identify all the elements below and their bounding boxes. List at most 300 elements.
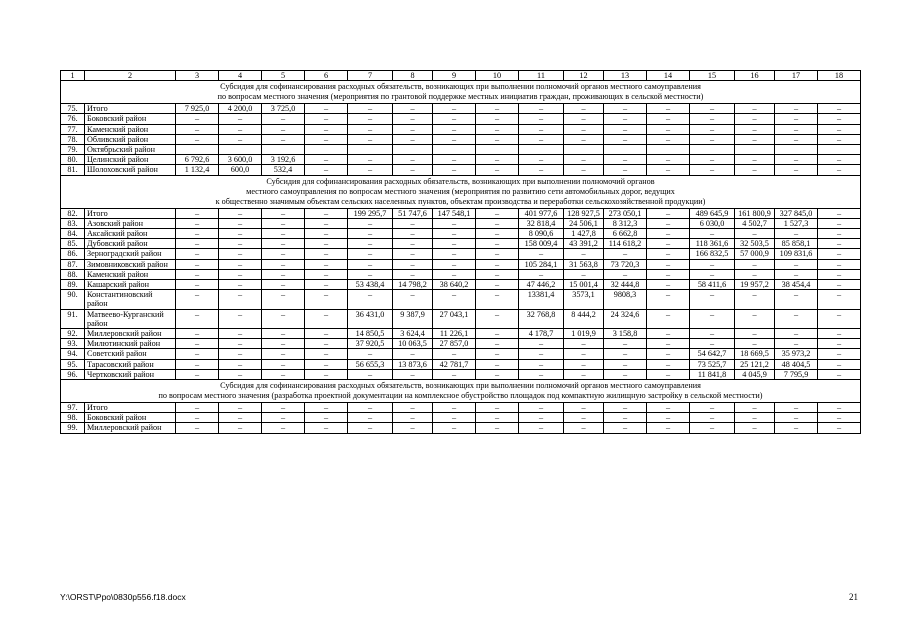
district-name: Шолоховский район bbox=[85, 165, 176, 175]
value-cell: 158 009,4 bbox=[519, 239, 564, 249]
value-cell: 4 502,7 bbox=[735, 218, 775, 228]
value-cell: – bbox=[564, 134, 604, 144]
value-cell bbox=[564, 145, 604, 155]
value-cell: – bbox=[775, 134, 818, 144]
value-cell: – bbox=[604, 423, 647, 433]
value-cell: – bbox=[690, 423, 735, 433]
value-cell: – bbox=[690, 290, 735, 309]
value-cell: – bbox=[393, 413, 433, 423]
value-cell: – bbox=[219, 259, 262, 269]
row-number: 94. bbox=[61, 349, 85, 359]
table-row bbox=[61, 403, 861, 413]
value-cell: – bbox=[219, 339, 262, 349]
value-cell: – bbox=[305, 290, 348, 309]
value-cell: 600,0 bbox=[219, 165, 262, 175]
value-cell: – bbox=[176, 249, 219, 259]
value-cell: – bbox=[735, 329, 775, 339]
value-cell: – bbox=[775, 124, 818, 134]
value-cell: – bbox=[262, 339, 305, 349]
value-cell: – bbox=[305, 155, 348, 165]
value-cell: – bbox=[818, 229, 861, 239]
value-cell: 4 178,7 bbox=[519, 329, 564, 339]
row-number: 91. bbox=[61, 309, 85, 328]
value-cell: – bbox=[262, 290, 305, 309]
value-cell: – bbox=[348, 229, 393, 239]
value-cell: – bbox=[262, 208, 305, 218]
value-cell: – bbox=[647, 218, 690, 228]
value-cell: – bbox=[393, 290, 433, 309]
value-cell: 15 001,4 bbox=[564, 280, 604, 290]
table-row bbox=[61, 369, 861, 379]
value-cell: 10 063,5 bbox=[393, 339, 433, 349]
district-name: Миллеровский район bbox=[85, 329, 176, 339]
value-cell: – bbox=[262, 369, 305, 379]
value-cell bbox=[818, 145, 861, 155]
value-cell: – bbox=[393, 124, 433, 134]
value-cell: – bbox=[176, 134, 219, 144]
value-cell: – bbox=[564, 124, 604, 134]
value-cell: – bbox=[690, 413, 735, 423]
value-cell: 14 798,2 bbox=[393, 280, 433, 290]
value-cell: – bbox=[476, 114, 519, 124]
value-cell: – bbox=[519, 359, 564, 369]
value-cell bbox=[262, 145, 305, 155]
value-cell: – bbox=[476, 249, 519, 259]
value-cell: – bbox=[735, 229, 775, 239]
table-row bbox=[61, 218, 861, 228]
value-cell: – bbox=[433, 290, 476, 309]
district-name: Кашарский район bbox=[85, 280, 176, 290]
value-cell bbox=[176, 145, 219, 155]
value-cell: – bbox=[564, 269, 604, 279]
value-cell: – bbox=[604, 413, 647, 423]
value-cell: – bbox=[519, 403, 564, 413]
value-cell: 13 873,6 bbox=[393, 359, 433, 369]
value-cell: – bbox=[476, 413, 519, 423]
value-cell: – bbox=[775, 114, 818, 124]
table-row bbox=[61, 423, 861, 433]
value-cell: – bbox=[775, 339, 818, 349]
row-number: 86. bbox=[61, 249, 85, 259]
section-title-line: местного самоуправления по вопросам местного значения (мероприятия по развитию сети автомобильных дорог, ведущих bbox=[246, 186, 675, 196]
value-cell: – bbox=[433, 269, 476, 279]
value-cell: – bbox=[262, 423, 305, 433]
value-cell: – bbox=[348, 239, 393, 249]
value-cell: 4 045,9 bbox=[735, 369, 775, 379]
value-cell: – bbox=[647, 339, 690, 349]
value-cell: – bbox=[393, 259, 433, 269]
value-cell: – bbox=[476, 239, 519, 249]
value-cell: – bbox=[433, 124, 476, 134]
value-cell: – bbox=[818, 134, 861, 144]
row-number: 99. bbox=[61, 423, 85, 433]
row-number: 97. bbox=[61, 403, 85, 413]
value-cell: – bbox=[735, 339, 775, 349]
district-name: Октябрьский район bbox=[85, 145, 176, 155]
table-row bbox=[61, 249, 861, 259]
footer-file-path: Y:\ORST\Ppo\0830p556.f18.docx bbox=[60, 592, 186, 602]
value-cell: – bbox=[393, 114, 433, 124]
header-row bbox=[61, 71, 861, 81]
value-cell: – bbox=[176, 280, 219, 290]
value-cell: 37 920,5 bbox=[348, 339, 393, 349]
table-row bbox=[61, 359, 861, 369]
value-cell: – bbox=[519, 155, 564, 165]
value-cell: – bbox=[393, 104, 433, 114]
value-cell: – bbox=[564, 249, 604, 259]
value-cell: – bbox=[262, 280, 305, 290]
column-number-header: 13 bbox=[604, 71, 647, 81]
district-name: Аксайский район bbox=[85, 229, 176, 239]
value-cell: 489 645,9 bbox=[690, 208, 735, 218]
table-row bbox=[61, 329, 861, 339]
value-cell: – bbox=[476, 208, 519, 218]
value-cell: – bbox=[393, 369, 433, 379]
value-cell: 51 747,6 bbox=[393, 208, 433, 218]
value-cell: – bbox=[176, 359, 219, 369]
value-cell: – bbox=[818, 309, 861, 328]
value-cell: – bbox=[604, 349, 647, 359]
value-cell: – bbox=[305, 229, 348, 239]
value-cell: – bbox=[647, 403, 690, 413]
value-cell: – bbox=[476, 290, 519, 309]
value-cell: – bbox=[775, 155, 818, 165]
value-cell: – bbox=[604, 403, 647, 413]
value-cell: – bbox=[647, 359, 690, 369]
value-cell: – bbox=[348, 165, 393, 175]
row-number: 83. bbox=[61, 218, 85, 228]
value-cell: – bbox=[735, 413, 775, 423]
value-cell: 532,4 bbox=[262, 165, 305, 175]
value-cell: – bbox=[690, 403, 735, 413]
section-title-line: Субсидия для софинансирования расходных обязательств, возникающих при выполнении полномочий органов bbox=[266, 176, 655, 186]
value-cell: – bbox=[305, 218, 348, 228]
value-cell: – bbox=[219, 269, 262, 279]
table-row bbox=[61, 280, 861, 290]
value-cell: – bbox=[219, 134, 262, 144]
value-cell: – bbox=[519, 134, 564, 144]
value-cell: – bbox=[775, 329, 818, 339]
value-cell: – bbox=[604, 134, 647, 144]
value-cell: – bbox=[433, 413, 476, 423]
value-cell: 73 720,3 bbox=[604, 259, 647, 269]
value-cell: 42 781,7 bbox=[433, 359, 476, 369]
value-cell: – bbox=[735, 423, 775, 433]
value-cell: – bbox=[818, 259, 861, 269]
value-cell: – bbox=[476, 155, 519, 165]
value-cell: 6 792,6 bbox=[176, 155, 219, 165]
value-cell bbox=[519, 145, 564, 155]
value-cell: – bbox=[519, 349, 564, 359]
value-cell: 327 845,0 bbox=[775, 208, 818, 218]
value-cell: – bbox=[305, 413, 348, 423]
value-cell: 147 548,1 bbox=[433, 208, 476, 218]
value-cell: – bbox=[433, 369, 476, 379]
value-cell: – bbox=[647, 155, 690, 165]
section-title bbox=[61, 175, 861, 208]
row-number: 82. bbox=[61, 208, 85, 218]
value-cell: – bbox=[433, 229, 476, 239]
value-cell: – bbox=[262, 359, 305, 369]
value-cell: – bbox=[433, 259, 476, 269]
district-name: Константиновский район bbox=[85, 290, 176, 309]
value-cell: – bbox=[305, 280, 348, 290]
table-row bbox=[61, 413, 861, 423]
row-number: 77. bbox=[61, 124, 85, 134]
value-cell: – bbox=[818, 208, 861, 218]
value-cell: – bbox=[476, 403, 519, 413]
column-number-header: 18 bbox=[818, 71, 861, 81]
value-cell: – bbox=[647, 329, 690, 339]
value-cell: – bbox=[433, 114, 476, 124]
value-cell: – bbox=[393, 349, 433, 359]
value-cell: – bbox=[176, 423, 219, 433]
row-number: 95. bbox=[61, 359, 85, 369]
table-body bbox=[61, 71, 861, 434]
value-cell: – bbox=[775, 309, 818, 328]
value-cell: – bbox=[564, 155, 604, 165]
value-cell: – bbox=[690, 165, 735, 175]
value-cell: – bbox=[735, 403, 775, 413]
district-name: Итого bbox=[85, 403, 176, 413]
column-number-header: 11 bbox=[519, 71, 564, 81]
value-cell: – bbox=[433, 218, 476, 228]
value-cell: – bbox=[433, 155, 476, 165]
value-cell: – bbox=[305, 423, 348, 433]
value-cell: – bbox=[348, 269, 393, 279]
value-cell: – bbox=[564, 349, 604, 359]
value-cell: 85 858,1 bbox=[775, 239, 818, 249]
value-cell: – bbox=[775, 104, 818, 114]
column-number-header: 3 bbox=[176, 71, 219, 81]
value-cell: 9808,3 bbox=[604, 290, 647, 309]
value-cell: – bbox=[647, 349, 690, 359]
value-cell: 7 925,0 bbox=[176, 104, 219, 114]
table-row bbox=[61, 349, 861, 359]
value-cell: 114 618,2 bbox=[604, 239, 647, 249]
value-cell: – bbox=[564, 423, 604, 433]
value-cell: – bbox=[433, 134, 476, 144]
column-number-header: 17 bbox=[775, 71, 818, 81]
value-cell: – bbox=[219, 208, 262, 218]
value-cell: – bbox=[818, 165, 861, 175]
table-row bbox=[61, 339, 861, 349]
column-number-header: 12 bbox=[564, 71, 604, 81]
value-cell: – bbox=[647, 104, 690, 114]
value-cell: – bbox=[305, 134, 348, 144]
value-cell: 1 019,9 bbox=[564, 329, 604, 339]
table-row bbox=[61, 239, 861, 249]
value-cell bbox=[219, 145, 262, 155]
value-cell: – bbox=[176, 369, 219, 379]
value-cell: – bbox=[219, 309, 262, 328]
value-cell: – bbox=[393, 239, 433, 249]
value-cell: – bbox=[262, 239, 305, 249]
value-cell bbox=[476, 145, 519, 155]
value-cell: 32 503,5 bbox=[735, 239, 775, 249]
row-number: 76. bbox=[61, 114, 85, 124]
value-cell: 11 841,8 bbox=[690, 369, 735, 379]
row-number: 80. bbox=[61, 155, 85, 165]
value-cell: – bbox=[604, 165, 647, 175]
value-cell: – bbox=[176, 339, 219, 349]
value-cell: – bbox=[348, 423, 393, 433]
value-cell: – bbox=[262, 403, 305, 413]
value-cell: 38 454,4 bbox=[775, 280, 818, 290]
table-row bbox=[61, 309, 861, 328]
value-cell: – bbox=[818, 339, 861, 349]
value-cell: 32 444,8 bbox=[604, 280, 647, 290]
value-cell: 273 050,1 bbox=[604, 208, 647, 218]
row-number: 75. bbox=[61, 104, 85, 114]
value-cell: – bbox=[305, 114, 348, 124]
value-cell: – bbox=[647, 280, 690, 290]
value-cell: – bbox=[262, 249, 305, 259]
value-cell: – bbox=[564, 114, 604, 124]
value-cell: – bbox=[262, 134, 305, 144]
value-cell: – bbox=[818, 359, 861, 369]
table-row bbox=[61, 114, 861, 124]
value-cell: 38 640,2 bbox=[433, 280, 476, 290]
value-cell: 1 427,8 bbox=[564, 229, 604, 239]
value-cell: – bbox=[690, 104, 735, 114]
value-cell bbox=[393, 145, 433, 155]
value-cell: – bbox=[476, 423, 519, 433]
value-cell: – bbox=[476, 329, 519, 339]
value-cell: – bbox=[348, 403, 393, 413]
value-cell: – bbox=[647, 229, 690, 239]
value-cell: – bbox=[476, 269, 519, 279]
value-cell: – bbox=[818, 349, 861, 359]
value-cell: 3 624,4 bbox=[393, 329, 433, 339]
value-cell: – bbox=[604, 249, 647, 259]
value-cell: – bbox=[604, 269, 647, 279]
value-cell: – bbox=[305, 349, 348, 359]
value-cell: – bbox=[647, 239, 690, 249]
column-number-header: 16 bbox=[735, 71, 775, 81]
value-cell: – bbox=[305, 339, 348, 349]
value-cell: – bbox=[219, 369, 262, 379]
value-cell: – bbox=[818, 423, 861, 433]
column-number-header: 6 bbox=[305, 71, 348, 81]
row-number: 89. bbox=[61, 280, 85, 290]
column-number-header: 10 bbox=[476, 71, 519, 81]
value-cell: – bbox=[604, 114, 647, 124]
value-cell: – bbox=[818, 155, 861, 165]
section-title-line: к общественно значимым объектам сельских населенных пунктов, объектам производства и переработки сельскохозяйственной продукции) bbox=[215, 196, 706, 206]
value-cell: 27 857,0 bbox=[433, 339, 476, 349]
value-cell: – bbox=[176, 309, 219, 328]
value-cell: 3 600,0 bbox=[219, 155, 262, 165]
value-cell: – bbox=[690, 329, 735, 339]
value-cell: – bbox=[690, 134, 735, 144]
value-cell: 3573,1 bbox=[564, 290, 604, 309]
table-row bbox=[61, 134, 861, 144]
value-cell: – bbox=[818, 124, 861, 134]
district-name: Боковский район bbox=[85, 114, 176, 124]
value-cell: – bbox=[604, 339, 647, 349]
value-cell: 3 158,8 bbox=[604, 329, 647, 339]
value-cell: – bbox=[219, 359, 262, 369]
value-cell: 4 200,0 bbox=[219, 104, 262, 114]
value-cell: – bbox=[564, 369, 604, 379]
value-cell: – bbox=[219, 290, 262, 309]
district-name: Советский район bbox=[85, 349, 176, 359]
value-cell: 24 324,6 bbox=[604, 309, 647, 328]
value-cell: – bbox=[476, 259, 519, 269]
value-cell: – bbox=[348, 349, 393, 359]
value-cell: – bbox=[348, 249, 393, 259]
value-cell: – bbox=[519, 369, 564, 379]
value-cell: – bbox=[305, 329, 348, 339]
value-cell: – bbox=[818, 239, 861, 249]
value-cell: 6 030,0 bbox=[690, 218, 735, 228]
value-cell: – bbox=[519, 413, 564, 423]
value-cell: – bbox=[219, 413, 262, 423]
value-cell: – bbox=[305, 165, 348, 175]
section-title bbox=[61, 380, 861, 403]
column-number-header: 7 bbox=[348, 71, 393, 81]
value-cell: – bbox=[775, 403, 818, 413]
value-cell: – bbox=[262, 309, 305, 328]
value-cell: – bbox=[476, 165, 519, 175]
value-cell: – bbox=[564, 165, 604, 175]
value-cell: – bbox=[176, 269, 219, 279]
value-cell: – bbox=[604, 369, 647, 379]
value-cell: – bbox=[348, 134, 393, 144]
value-cell: 8 090,6 bbox=[519, 229, 564, 239]
value-cell bbox=[775, 145, 818, 155]
table-row bbox=[61, 145, 861, 155]
value-cell: – bbox=[433, 423, 476, 433]
value-cell: – bbox=[219, 124, 262, 134]
row-number: 96. bbox=[61, 369, 85, 379]
table-row bbox=[61, 155, 861, 165]
value-cell: – bbox=[348, 413, 393, 423]
section-title-line: по вопросам местного значения (мероприятия по грантовой поддержке местных инициатив граждан, проживающих в сельской местности) bbox=[217, 92, 704, 102]
value-cell: – bbox=[262, 229, 305, 239]
value-cell: – bbox=[519, 423, 564, 433]
subsidy-table bbox=[60, 70, 861, 434]
value-cell: – bbox=[348, 124, 393, 134]
value-cell: – bbox=[775, 423, 818, 433]
value-cell: – bbox=[690, 339, 735, 349]
value-cell: – bbox=[305, 269, 348, 279]
value-cell: – bbox=[476, 229, 519, 239]
value-cell: – bbox=[393, 134, 433, 144]
value-cell: 24 506,1 bbox=[564, 218, 604, 228]
table-row bbox=[61, 229, 861, 239]
section-title-row bbox=[61, 380, 861, 403]
value-cell: – bbox=[476, 339, 519, 349]
value-cell: – bbox=[735, 309, 775, 328]
value-cell: – bbox=[690, 269, 735, 279]
value-cell bbox=[348, 145, 393, 155]
value-cell: – bbox=[393, 155, 433, 165]
value-cell: – bbox=[519, 114, 564, 124]
value-cell: – bbox=[176, 208, 219, 218]
row-number: 78. bbox=[61, 134, 85, 144]
row-number: 92. bbox=[61, 329, 85, 339]
value-cell: – bbox=[647, 124, 690, 134]
row-number: 85. bbox=[61, 239, 85, 249]
value-cell: – bbox=[690, 155, 735, 165]
value-cell: 27 043,1 bbox=[433, 309, 476, 328]
row-number: 98. bbox=[61, 413, 85, 423]
value-cell: – bbox=[604, 124, 647, 134]
value-cell: – bbox=[176, 290, 219, 309]
value-cell: – bbox=[818, 280, 861, 290]
